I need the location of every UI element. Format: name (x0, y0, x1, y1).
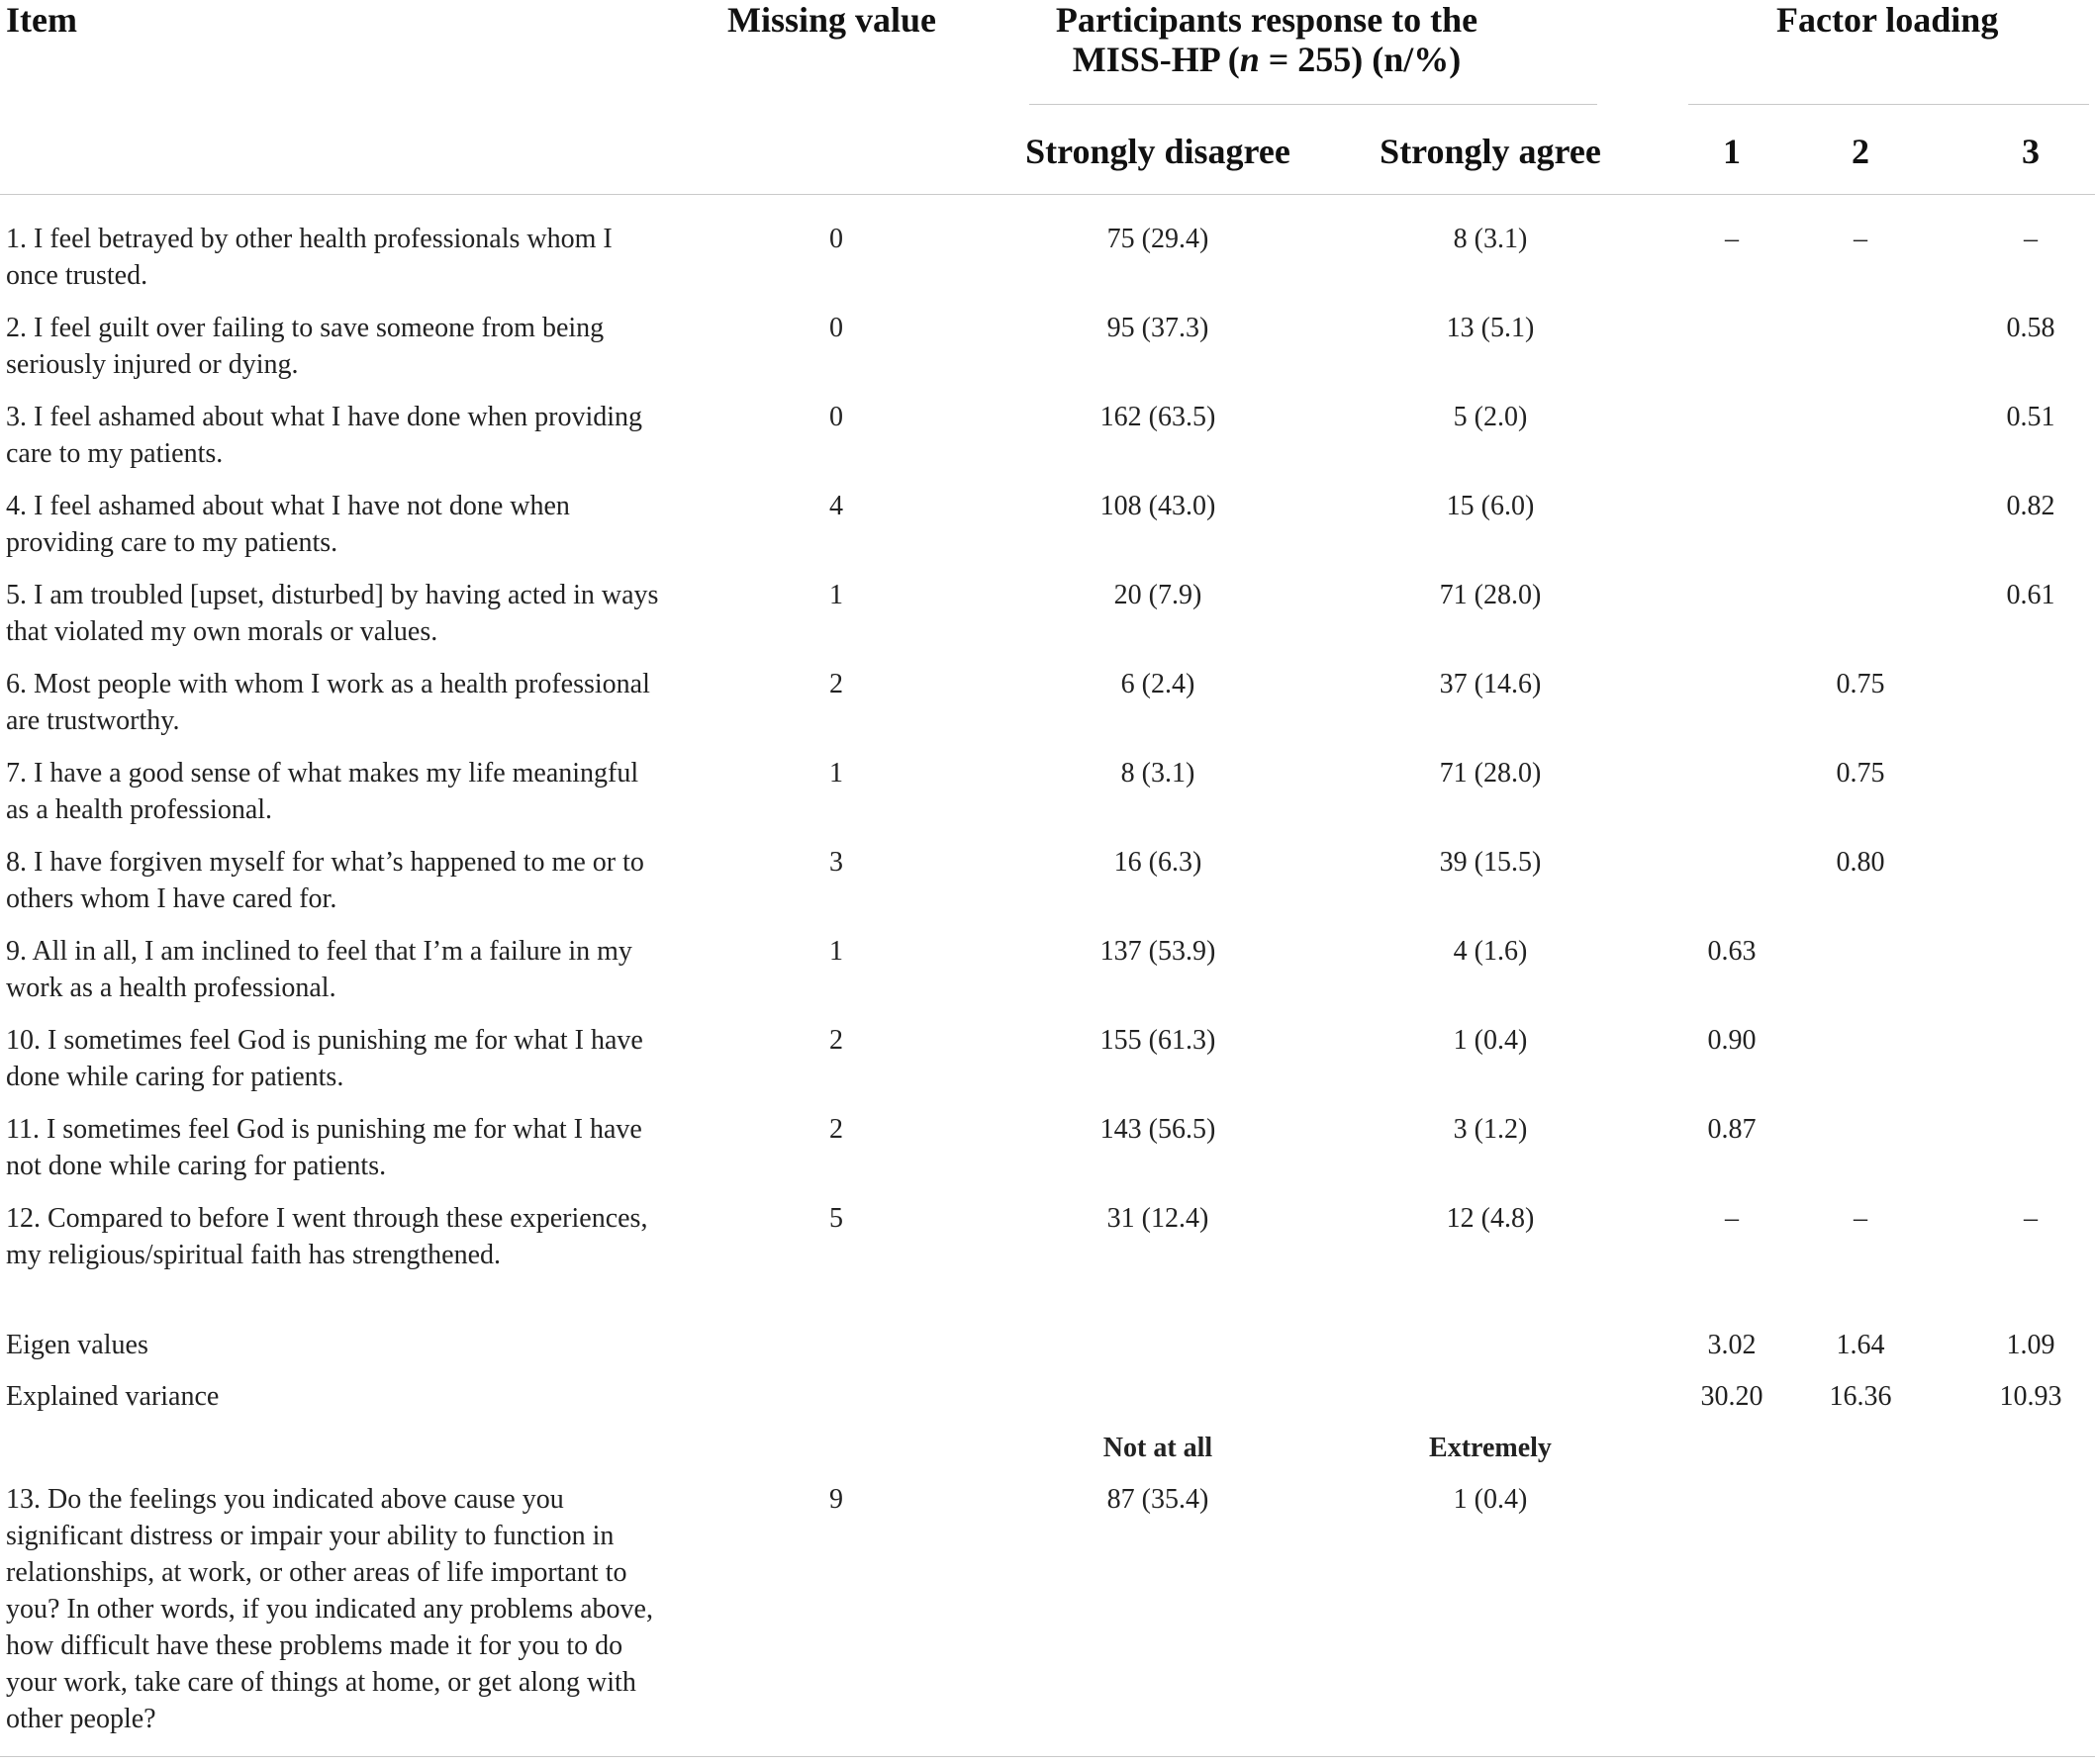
missing-value-cell: 9 (829, 1484, 843, 1515)
strongly-disagree-cell: 16 (6.3) (1113, 847, 1202, 878)
header-participants (1029, 0, 1504, 79)
missing-value-cell: 3 (829, 847, 843, 878)
strongly-agree-cell: 8 (3.1) (1453, 224, 1528, 254)
item-text: 8. I have forgiven myself for what’s happened to me or to others whom I have cared for. (6, 847, 644, 914)
factor-2-cell: – (1854, 1203, 1867, 1234)
strongly-disagree-cell: 31 (12.4) (1106, 1203, 1209, 1234)
factor-1-cell: – (1725, 1203, 1739, 1234)
missing-value-cell: 2 (829, 1114, 843, 1145)
item-text: 11. I sometimes feel God is punishing me for what I have not done while caring for patients. (6, 1114, 642, 1181)
strongly-agree-cell: 4 (1.6) (1453, 936, 1528, 967)
missing-value-cell: 0 (829, 224, 843, 254)
strongly-agree-cell: 71 (28.0) (1439, 580, 1542, 610)
factor-3-cell: 0.61 (2006, 580, 2055, 610)
strongly-disagree-cell: 75 (29.4) (1106, 224, 1209, 254)
item-text: 7. I have a good sense of what makes my life meaningful as a health professional. (6, 758, 639, 825)
item-text: 4. I feel ashamed about what I have not done when providing care to my patients. (6, 491, 570, 558)
item-text: 1. I feel betrayed by other health professionals whom I once trusted. (6, 224, 613, 291)
item-text: 13. Do the feelings you indicated above cause you significant distress or impair your ability to function in relationships, at work, or other areas of life important to you? In other words, if you indicated any problems above, how difficult have these problems made it for you to do your work, take care of things at home, or get along with other people? (6, 1484, 653, 1734)
strongly-agree-cell: 12 (4.8) (1446, 1203, 1535, 1234)
item-text: 6. Most people with whom I work as a health professional are trustworthy. (6, 669, 650, 736)
factor-underline (1688, 104, 2089, 105)
missing-value-cell: 0 (829, 402, 843, 432)
strongly-agree-cell: 3 (1.2) (1453, 1114, 1528, 1145)
factor-3-cell: 0.58 (2006, 313, 2055, 343)
strongly-disagree-cell: 95 (37.3) (1106, 313, 1209, 343)
header-strongly-disagree: Strongly disagree (1025, 132, 1290, 171)
strongly-agree-cell: 5 (2.0) (1453, 402, 1528, 432)
header-factor-3: 3 (2022, 132, 2040, 171)
factor-1-cell: – (1725, 224, 1739, 254)
eigen-values-label: Eigen values (6, 1330, 148, 1360)
strongly-disagree-cell: 137 (53.9) (1099, 936, 1216, 967)
strongly-agree-cell: 1 (0.4) (1453, 1025, 1528, 1056)
strongly-agree-cell: 39 (15.5) (1439, 847, 1542, 878)
factor-1-cell: 0.87 (1707, 1114, 1757, 1145)
strongly-disagree-cell: 108 (43.0) (1099, 491, 1216, 521)
not-at-all-cell: 87 (35.4) (1106, 1484, 1209, 1515)
participants-underline (1029, 104, 1597, 105)
item-text: 12. Compared to before I went through these experiences, my religious/spiritual faith has strengthened. (6, 1203, 648, 1270)
header-factor-loading: Factor loading (1776, 0, 1999, 40)
item-text: 10. I sometimes feel God is punishing me for what I have done while caring for patients. (6, 1025, 643, 1092)
item-text: 3. I feel ashamed about what I have done when providing care to my patients. (6, 402, 643, 469)
factor-1-cell: 0.63 (1707, 936, 1757, 967)
strongly-agree-cell: 71 (28.0) (1439, 758, 1542, 789)
strongly-disagree-cell: 143 (56.5) (1099, 1114, 1216, 1145)
strongly-disagree-cell: 8 (3.1) (1120, 758, 1195, 789)
header-bottom-rule (0, 194, 2095, 195)
factor-1-cell: 0.90 (1707, 1025, 1757, 1056)
strongly-disagree-cell: 162 (63.5) (1099, 402, 1216, 432)
extremely-cell: 1 (0.4) (1453, 1484, 1528, 1515)
strongly-disagree-cell: 20 (7.9) (1113, 580, 1202, 610)
header-participants-line2: MISS-HP (n = 255) (n/%) (1072, 40, 1462, 79)
header-participants-line1: Participants response to the (1055, 0, 1478, 40)
eigen-factor-1: 3.02 (1707, 1330, 1757, 1360)
eigen-factor-3: 1.09 (2006, 1330, 2055, 1360)
missing-value-cell: 2 (829, 669, 843, 699)
strongly-disagree-cell: 155 (61.3) (1099, 1025, 1216, 1056)
variance-factor-2: 16.36 (1829, 1381, 1892, 1412)
variance-factor-3: 10.93 (1999, 1381, 2062, 1412)
item-text: 9. All in all, I am inclined to feel that I’m a failure in my work as a health professional. (6, 936, 632, 1003)
table-bottom-rule (0, 1756, 2095, 1757)
factor-3-cell: 0.82 (2006, 491, 2055, 521)
subheader-extremely: Extremely (1429, 1433, 1552, 1463)
factor-3-cell: – (2024, 1203, 2038, 1234)
factor-3-cell: – (2024, 224, 2038, 254)
missing-value-cell: 5 (829, 1203, 843, 1234)
subheader-not-at-all: Not at all (1102, 1433, 1213, 1463)
factor-2-cell: 0.75 (1836, 758, 1885, 789)
header-item: Item (6, 0, 77, 40)
strongly-agree-cell: 15 (6.0) (1446, 491, 1535, 521)
missing-value-cell: 1 (829, 580, 843, 610)
item-text: 5. I am troubled [upset, disturbed] by having acted in ways that violated my own morals or values. (6, 580, 659, 647)
eigen-factor-2: 1.64 (1836, 1330, 1885, 1360)
strongly-agree-cell: 13 (5.1) (1446, 313, 1535, 343)
missing-value-cell: 1 (829, 936, 843, 967)
header-factor-2: 2 (1852, 132, 1869, 171)
item-text: 2. I feel guilt over failing to save someone from being seriously injured or dying. (6, 313, 605, 380)
header-missing-value: Missing value (727, 0, 937, 40)
header-factor-1: 1 (1723, 132, 1741, 171)
strongly-disagree-cell: 6 (2.4) (1120, 669, 1195, 699)
variance-factor-1: 30.20 (1700, 1381, 1763, 1412)
missing-value-cell: 0 (829, 313, 843, 343)
factor-2-cell: 0.80 (1836, 847, 1885, 878)
factor-3-cell: 0.51 (2006, 402, 2055, 432)
factor-2-cell: – (1854, 224, 1867, 254)
strongly-agree-cell: 37 (14.6) (1439, 669, 1542, 699)
missing-value-cell: 1 (829, 758, 843, 789)
factor-2-cell: 0.75 (1836, 669, 1885, 699)
header-strongly-agree: Strongly agree (1380, 132, 1601, 171)
missing-value-cell: 4 (829, 491, 843, 521)
explained-variance-label: Explained variance (6, 1381, 220, 1412)
missing-value-cell: 2 (829, 1025, 843, 1056)
